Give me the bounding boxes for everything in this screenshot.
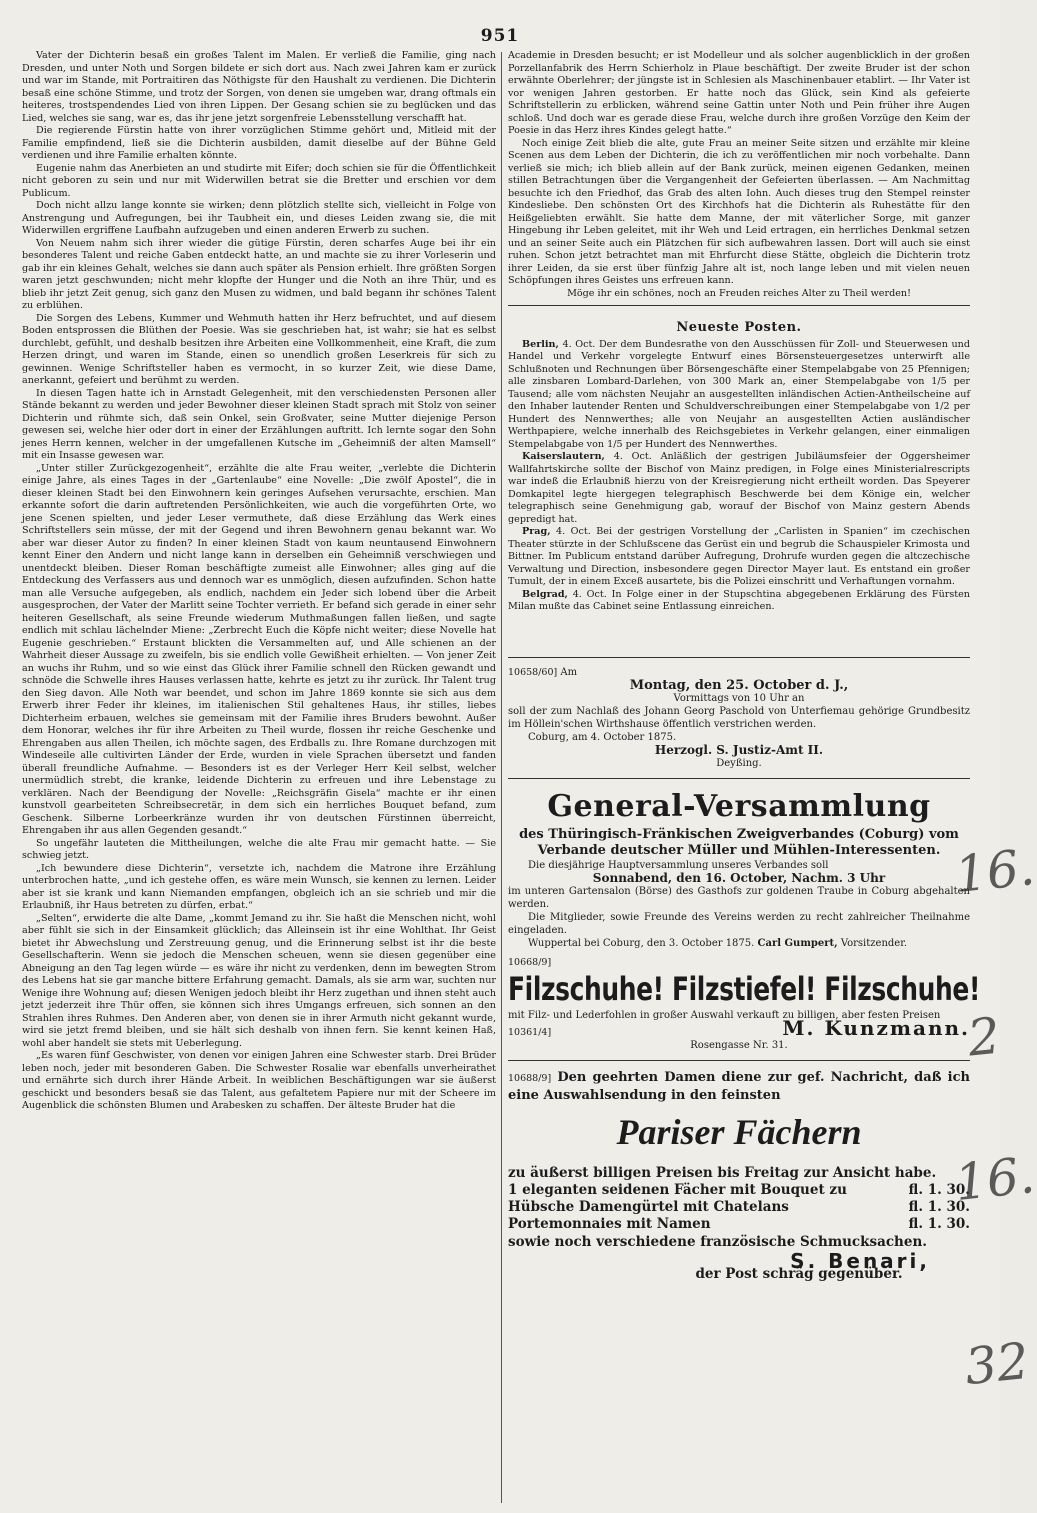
auction-ad bbox=[508, 663, 970, 773]
right-column bbox=[508, 50, 980, 1505]
handwritten-mark: 16. bbox=[952, 1146, 1037, 1212]
left-paragraph: So ungefähr lauteten die Mittheilungen, welche die alte Frau mir gemacht hatte. — Sie schwieg jetzt. bbox=[22, 837, 496, 861]
filz-ad bbox=[508, 953, 980, 1055]
assembly-signoff bbox=[508, 937, 970, 950]
left-paragraph: Die regierende Fürstin hatte von ihrer vorzüglichen Stimme gehört und, Mitleid mit der Familie empfindend, ließ sie die Dichterin ausbilden, damit dieselbe auf der Bühne Geld verdienen und ihre Familie erhalten könnte. bbox=[22, 125, 496, 161]
news-text: 4. Oct. In Folge einer in der Stupschtina abgegebenen Erklärung des Fürsten Milan mußte das Cabinet seine Entlassung einreichen. bbox=[508, 588, 970, 612]
auction-body: soll der zum Nachlaß des Johann Georg Paschold von Unterfiemau gehörige Grundbesitz im Höllein'schen Wirthshause öffentlich verstrichen werden. bbox=[508, 705, 970, 730]
auction-header bbox=[508, 666, 970, 679]
price-line bbox=[508, 1182, 970, 1199]
news-item bbox=[508, 451, 970, 526]
auction-signature: Deyßing. bbox=[716, 757, 762, 769]
ad-reference: 10658/60] bbox=[508, 666, 558, 678]
price-item-label: 1 eleganten seidenen Fächer mit Bouquet zu bbox=[508, 1181, 847, 1198]
filz-body: mit Filz- und Lederfohlen in großer Auswahl verkauft zu billigen, aber festen Preisen bbox=[508, 1009, 941, 1021]
section-divider bbox=[508, 778, 970, 779]
assembly-title: General-Versammlung bbox=[547, 788, 931, 824]
handwritten-mark: 2 bbox=[965, 1006, 1003, 1068]
assembly-signer: Carl Gumpert, bbox=[757, 937, 838, 949]
handwritten-mark: 32 bbox=[962, 1331, 1032, 1397]
assembly-line: Die diesjährige Hauptversammlung unseres Verbandes soll bbox=[528, 859, 829, 871]
news-place: Kaiserslautern, bbox=[522, 451, 605, 462]
left-paragraph: „Ich bewundere diese Dichterin“, versetzte ich, nachdem die Matrone ihre Erzählung unterbrochen hatte, „und ich gestehe offen, es wäre mein Wunsch, sie kennen zu lernen. Leider aber ist sie krank und kann Niemanden empfangen, obgleich ich an sie schrieb und mir die Erlaubniß, ihr Haus betreten zu dürfen, erbat.“ bbox=[22, 862, 496, 911]
auction-time: Vormittags von 10 Uhr an bbox=[673, 692, 805, 704]
handwritten-mark: 16. bbox=[952, 838, 1037, 904]
assembly-subtitle: des Thüringisch-Fränkischen Zweigverbandes (Coburg) vom Verbande deutscher Müller und Mühlen-Interessenten. bbox=[519, 826, 959, 858]
left-paragraph: Vater der Dichterin besaß ein großes Talent im Malen. Er verließ die Familie, ging nach Dresden, und unter Noth und Sorgen bildete er sich dort aus. Nach zwei Jahren kam er zurück und war im Stande, mit Portraitiren das Nöthigste für den Haushalt zu verdienen. Die Dichterin besaß eine schöne Stimme, und trotz der Sorgen, von denen sie umgeben war, drang oftmals ein heiteres, trostspendendes Lied von ihren Lippen. Der Gesang schien sie zu beglücken und das Lied, welches sie sang, war es, das ihr jene jetzt sorgenfreie Lebensstellung verschafft hat. bbox=[22, 50, 496, 124]
news-text: 4. Oct. Der dem Bundesrathe von den Ausschüssen für Zoll- und Steuerwesen und Handel und Verkehr vorgelegte Entwurf eines Börsensteuergesetzes unterwirft alle Schlußnoten und Rechnungen über Börsengeschäfte einer Stempelabgabe von 25 Pfennigen; alle zinsbaren Lombard-Darlehen, von 300 Mark an, einer Stempelabgabe von 1/5 per Tausend; alle vom nächsten Neujahr an ausgestellten inländischen Actien-Antheilscheine auf den Inhaber lautender Renten und Schuldverschreibungen einer Stempelabgabe von 1/2 per Hundert des Nennwerthes; alle von Neujahr an ausgestellten Actien ausländischer Werthpapiere, welche innerhalb des Reichsgebietes in Verkehr gelangen, einer einmaligen Stempelabgabe von 1/5 per Hundert des Nennwerthes. bbox=[508, 338, 970, 450]
price-item-value: fl. 1. 30. bbox=[908, 1198, 970, 1215]
filz-merchant: M. Kunzmann. bbox=[782, 1015, 970, 1040]
assembly-line: im unteren Gartensalon (Börse) des Gasthofs zur goldenen Traube in Coburg abgehalten werden. bbox=[508, 885, 970, 910]
news-item bbox=[508, 526, 970, 589]
assembly-line: Die Mitglieder, sowie Freunde des Vereins werden zu recht zahlreicher Theilnahme eingeladen. bbox=[508, 911, 970, 936]
assembly-date: Sonnabend, den 16. October, Nachm. 3 Uhr bbox=[592, 870, 886, 885]
benari-closing: sowie noch verschiedene französische Schmucksachen. bbox=[508, 1233, 927, 1250]
benari-intro: Den geehrten Damen diene zur gef. Nachricht, daß ich eine Auswahlsendung in den feinsten bbox=[508, 1069, 970, 1103]
left-paragraph: Eugenie nahm das Anerbieten an und studirte mit Eifer; doch schien sie für die Öffentlichkeit nicht geboren zu sein und nur mit Widerwillen betrat sie die Bretter und erschien vor dem Publicum. bbox=[22, 162, 496, 199]
auction-am: Am bbox=[560, 666, 578, 678]
left-paragraph: Die Sorgen des Lebens, Kummer und Wehmuth hatten ihr Herz befruchtet, und auf diesem Boden entsprossen die Blüthen der Poesie. Was sie geschrieben hat, ist wahr; sie hat es selbst durchlebt, gefühlt, und deshalb besitzen ihre Arbeiten eine Vollkommenheit, eine Kraft, die zum Herzen dringt, und waren im Stande, einen so unendlich großen Leserkreis für sich zu gewinnen. Wenige Schriftsteller haben es vermocht, in so kurzer Zeit, wie diese Dame, anerkannt, gefeiert und berühmt zu werden. bbox=[22, 312, 496, 386]
section-divider bbox=[508, 305, 970, 306]
left-paragraph: Doch nicht allzu lange konnte sie wirken; denn plötzlich stellte sich, vielleicht in Folge von Anstrengung und Aufregungen, bei ihr Taubheit ein, und dieses Leiden zwang sie, die mit Widerwillen ergriffene Laufbahn aufzugeben und einen anderen Erwerb zu suchen. bbox=[22, 200, 496, 236]
left-paragraph: „Es waren fünf Geschwister, von denen vor einigen Jahren eine Schwester starb. Drei Brüder leben noch, jeder mit besonderen Gaben. Die Schwester Rosalie war ebenfalls unverheirathet und ernährte sich durch ihrer Hände Arbeit. In weiblichen Beschäftigungen war sie äußerst geschickt und besonders besaß sie das Talent, aus gefaltetem Papiere nur mit der Scheere im Augenblick die schönsten Blumen und Arabesken zu schaffen. Der älteste Bruder hat die bbox=[22, 1050, 496, 1111]
news-item bbox=[508, 589, 970, 614]
ad-reference: 10688/9] bbox=[508, 1072, 552, 1084]
benari-ad bbox=[508, 1066, 970, 1284]
price-item-value: fl. 1. 30. bbox=[908, 1181, 970, 1198]
article-continuation bbox=[508, 50, 970, 300]
filz-address: Rosengasse Nr. 31. bbox=[690, 1039, 788, 1051]
benari-intro-row bbox=[508, 1069, 970, 1104]
left-paragraph: „Unter stiller Zurückgezogenheit“, erzählte die alte Frau weiter, „verlebte die Dichterin einige Jahre, als eines Tages in der „Gartenlaube“ eine Novelle: „Die zwölf Apostel“, die in dieser kleinen Stadt bei den Einwohnern kein geringes Aufsehen verursachte, erschien. Man erkannte sofort die darin auftretenden Persönlichkeiten, wie auch die vorgeführten Orte, wo jene Scenen spielten, und jeder Leser vermuthete, daß diese Erzählung das Werk eines Schriftstellers sein müsse, der mit der Gegend und ihren Bewohnern genau bekannt war. Wo aber war dieser Autor zu finden? In einer kleinen Stadt von kaum neuntausend Einwohnern kennt Einer den Andern und nicht lange kann in derselben ein Geheimniß verschwiegen und unentdeckt bleiben. Dieser Roman beschäftigte zumeist alle Einwohner; alles ging auf die Entdeckung des Verfassers aus und dennoch war es unmöglich, diesen aufzufinden. Schon hatte man alle Versuche aufgegeben, als endlich, nachdem ein Jeder sich lobend über die Arbeit ausgesprochen, der Vater der Marlitt seine Tochter verrieth. Er befand sich gerade in einer sehr heiteren Gesellschaft, als seine Freunde wiederum Muthmaßungen fallen ließen, und sagte endlich mit schlau lächelnder Miene: „Zerbrecht Euch die Köpfe nicht weiter; diese Novelle hat Eugenie geschrieben.“ Erstaunt blickten die Versammelten auf, und Alle schienen an der Wahrheit dieser Aussage zu zweifeln, bis sie endlich volle Gewißheit erhielten. — Von jener Zeit an wuchs ihr Ruhm, und so wie einst das Glück ihrer Familie schnell den Rücken gewandt und schnöde die Schwelle ihres Hauses verlassen hatte, kehrte es jetzt zu ihr zurück. Ihr Talent trug den Sieg davon. Alle Noth war beendet, und schon im Jahre 1869 konnte sie sich aus dem Erwerb ihrer Feder ihr kleines, im italienischen Stil gehaltenes Haus, ihr stilles, liebes Dichterheim erbauen, welches sie gemeinsam mit der Familie ihres Bruders bewohnt. Außer dem Honorar, welches ihr für ihre Arbeiten zu Theil wurde, flossen ihr reiche Geschenke und Ehrengaben aus allen Theilen, ich möchte sagen, des Erdballs zu. Ihre Romane durchzogen mit Windeseile alle cultivirten Länder der Erde, wurden in viele Sprachen übersetzt und fanden überall freundliche Aufnahme. — Besonders ist es der Verleger Herr Keil selbst, welcher unermüdlich strebt, die kranke, leidende Dichterin zu erfreuen und ihre Lebenstage zu verklären. Nach der Beendigung der Novelle: „Reichsgräfin Gisela“ machte er ihr einen kunstvoll gearbeiteten Schreibsecretär, in dem sich ein herrliches Bouquet befand, zum Geschenk. Silberne Lorbeerkränze wurden ihr von deutschen Fürstinnen überreicht, Ehrengaben ihr aus allen Gegenden gesandt.“ bbox=[22, 462, 496, 836]
benari-address: der Post schräg gegenüber. bbox=[695, 1265, 903, 1282]
section-divider bbox=[508, 657, 970, 658]
price-item-label: Hübsche Damengürtel mit Chatelans bbox=[508, 1198, 789, 1215]
benari-offer: zu äußerst billigen Preisen bis Freitag zur Ansicht habe. bbox=[508, 1164, 937, 1181]
assembly-ad bbox=[508, 784, 970, 953]
price-item-label: Portemonnaies mit Namen bbox=[508, 1215, 711, 1232]
assembly-place-date: Wuppertal bei Coburg, den 3. October 1875. bbox=[528, 937, 755, 949]
news-heading: Neueste Posten. bbox=[676, 320, 802, 335]
price-item-value: fl. 1. 30. bbox=[908, 1215, 970, 1232]
news-text: 4. Oct. Bei der gestrigen Vorstellung der „Carlisten in Spanien“ im czechischen Theater stürzte in der Schlußscene das Gerüst ein und begrub die Schauspieler Krimosta und Bittner. Im Publicum entstand darüber Aufregung, Drohrufe wurden gegen die altczechische Verwaltung und Direction, insbesondere gegen Director Mayer laut. Es entstand ein großer Tumult, der in einem Exceß ausartete, bis die Polizei einschritt und Verhaftungen vornahm. bbox=[508, 526, 970, 587]
right-paragraph: Academie in Dresden besucht; er ist Modelleur und als solcher augenblicklich in der großen Porzellanfabrik des Herrn Schierholz in Plaue beschäftigt. Der zweite Bruder ist der schon erwähnte Oberlehrer; der jüngste ist in Schlesien als Maschinenbauer etablirt. — Ihr Vater ist vor wenigen Jahren gestorben. Er hatte noch das Glück, sein Kind als gefeierte Schriftstellerin zu erblicken, während seine Gattin unter Noth und Pein früher ihre Augen schloß. Und doch war es gerade diese Frau, welche durch ihre großen Vorzüge den Keim der Poesie in das Herz ihres Kindes gelegt hatte.“ bbox=[508, 50, 970, 136]
ad-reference: 10361/4] bbox=[508, 1026, 552, 1038]
benari-merchant: S. Benari, bbox=[790, 1248, 930, 1273]
price-line bbox=[508, 1216, 970, 1233]
assembly-signer-role: Vorsitzender. bbox=[840, 937, 908, 949]
right-paragraph: Noch einige Zeit blieb die alte, gute Frau an meiner Seite sitzen und erzählte mir kleine Scenen aus dem Leben der Dichterin, die ich zu veröffentlichen mir noch vorbehalte. Dann verließ sie mich; ich blieb allein auf der Bank zurück, meinen eigenen Gedanken, meinen stillen Betrachtungen über die Vergangenheit der Gefeierten überlassen. — Am Nachmittag besuchte ich den Friedhof, das Grab des alten Iohn. Auch dieses trug den Stempel reinster Kindesliebe. Den schönsten Ort des Kirchhofs hat die Dichterin als Ruhestätte für den Heißgeliebten erwählt. Sie hatte dem Manne, der mit väterlicher Sorge, mit ganzer Hingebung ihr Leben geleitet, mit ihr Weh und Leid ertragen, ein herrliches Denkmal setzen und an seiner Seite auch ein Plätzchen für sich aufbewahren lassen. Dort will auch sie einst ruhen. Schon jetzt betrachtet man mit Ehrfurcht diese Stätte, obgleich die Dichterin trotz ihrer Leiden, da sie erst über fünfzig Jahre alt ist, noch lange leben und mit vielen neuen Schöpfungen ihres Geistes uns erfreuen kann. bbox=[508, 137, 970, 286]
auction-office: Herzogl. S. Justiz-Amt II. bbox=[654, 742, 824, 757]
news-text: 4. Oct. Anläßlich der gestrigen Jubiläumsfeier der Oggersheimer Wallfahrtskirche sollte der Bischof von Mainz predigen, in Folge eines Ministerialrescripts war indeß die Erlaubniß hierzu von der Kreisregierung nicht ertheilt worden. Das Speyerer Domkapitel legte hiergegen telegraphisch Beschwerde bei dem Könige ein, welcher telegraphisch seine Genehmigung gab, worauf der Bischof von Mainz gestern Abends gepredigt hat. bbox=[508, 451, 970, 525]
ad-reference: 10668/9] bbox=[508, 956, 552, 968]
left-column bbox=[22, 50, 496, 1505]
section-divider bbox=[508, 1060, 970, 1061]
column-divider bbox=[501, 52, 502, 1503]
left-paragraph: „Selten“, erwiderte die alte Dame, „kommt Jemand zu ihr. Sie haßt die Menschen nicht, wohl aber fühlt sie sich in der Einsamkeit glücklich; das Alleinsein ist ihr eine Wohlthat. Ihr Geist bietet ihr Abwechslung und Zerstreuung genug, und die Erinnerung selbst ist ihr die beste Gesellschafterin. Wenn sie jedoch die Menschen scheuen, wenn sie diesen gegenüber eine Abneigung an den Tag legen würde — es wäre ihr nicht zu verdenken, denn im bewegten Strom des Lebens hat sie gar manche bittere Erfahrung gemacht. Damals, als sie arm war, suchten nur Wenige ihre Wohnung auf; diesen Wenigen jedoch bleibt ihr Herz zugethan und ihnen steht auch jetzt jederzeit ihre Thür offen, sie können sich ihres Umgangs erfreuen, sich sonnen an den Strahlen ihres Ruhmes. Den Anderen aber, von denen sie in ihrer Armuth nicht gekannt wurde, wird sie jetzt fremd bleiben, und sie hält sich deshalb von ihnen fern. Sie kennt keinen Haß, wohl aber handelt sie stets mit Ueberlegung. bbox=[22, 912, 496, 1049]
left-paragraph: In diesen Tagen hatte ich in Arnstadt Gelegenheit, mit den verschiedensten Personen aller Stände bekannt zu werden und jeder Bewohner dieser kleinen Stadt sprach mit Stolz von seiner Dichterin und rühmte sich, daß sein Onkel, sein Großvater, seine Mutter diejenige Person gewesen sei, welche hier oder dort in einer der Erzählungen auftritt. Ich lernte sogar den Sohn jenes Herrn kennen, welcher in der umgefallenen Kutsche im „Geheimniß der alten Mamsell“ mit ein Insasse gewesen war. bbox=[22, 387, 496, 461]
benari-headline: Pariser Fächern bbox=[616, 1111, 862, 1152]
news-section bbox=[508, 322, 970, 614]
left-paragraph: Von Neuem nahm sich ihrer wieder die gütige Fürstin, deren scharfes Auge bei ihr ein besonderes Talent und reiche Gaben entdeckt hatte, an und machte sie zu ihrer Vorleserin und gab ihr ein kleines Gehalt, welches sie dann auch später als Pension erhielt. Ihre größten Sorgen waren jetzt geschwunden; nicht mehr klopfte der Hunger und die Noth an ihre Thür, und es blieb ihr jetzt Zeit genug, sich ganz den Musen zu widmen, und bald begann ihr schönes Talent zu erblühen. bbox=[22, 237, 496, 311]
auction-date: Montag, den 25. October d. J., bbox=[629, 677, 849, 693]
filz-headline: Filzschuhe! Filzstiefel! Filzschuhe! bbox=[508, 969, 980, 1008]
closing-wish: Möge ihr ein schönes, noch an Freuden reiches Alter zu Theil werden! bbox=[567, 287, 911, 299]
price-line bbox=[508, 1199, 970, 1216]
news-place: Prag, bbox=[522, 526, 551, 537]
page-number: 951 bbox=[480, 26, 520, 46]
news-item bbox=[508, 339, 970, 452]
news-place: Belgrad, bbox=[522, 588, 568, 600]
auction-place-date: Coburg, am 4. October 1875. bbox=[528, 731, 677, 743]
news-place: Berlin, bbox=[522, 338, 559, 350]
